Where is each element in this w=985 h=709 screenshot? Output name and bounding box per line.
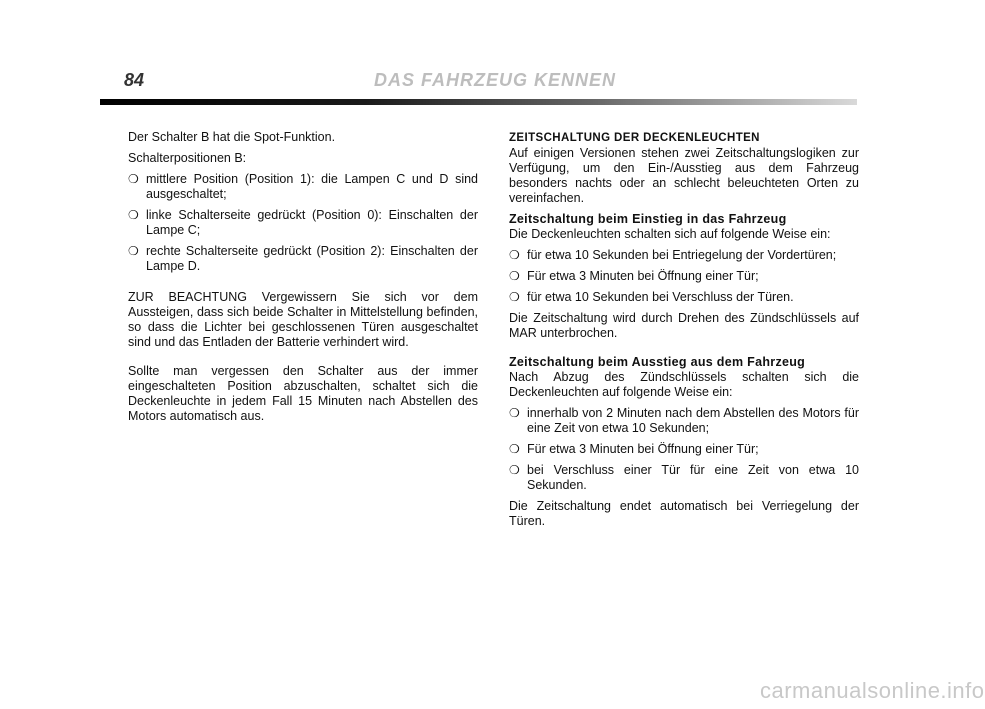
list-item [509,290,859,305]
list-item [509,442,859,457]
bullet-icon: ❍ [509,442,520,456]
left-column [128,130,478,424]
list-item-text: bei Verschluss einer Tür für eine Zeit von etwa 10 Sekunden. [527,463,859,492]
list-item-text: für etwa 10 Sekunden bei Verschluss der Türen. [527,290,794,304]
list-item-text: innerhalb von 2 Minuten nach dem Abstellen des Motors für eine Zeit von etwa 10 Sekunden; [527,406,859,435]
entry-after-text: Die Zeitschaltung wird durch Drehen des Zündschlüssels auf MAR unterbrochen. [509,311,859,340]
bullet-icon: ❍ [128,208,139,222]
page-title: DAS FAHRZEUG KENNEN [374,70,617,90]
section-heading: ZEITSCHALTUNG DER DECKENLEUCHTEN [509,132,760,144]
header-rule [100,99,857,105]
list-item-text: mittlere Position (Position 1): die Lampen C und D sind ausgeschaltet; [146,172,478,201]
list-item [509,406,859,436]
list-item-text: linke Schalterseite gedrückt (Position 0): Einschalten der Lampe C; [146,208,478,237]
exit-after-text: Die Zeitschaltung endet automatisch bei Verriegelung der Türen. [509,499,859,528]
subheading-entry: Zeitschaltung beim Einstieg in das Fahrzeug [509,212,787,226]
watermark: carmanualsonline.info [760,678,985,703]
list-item-text: rechte Schalterseite gedrückt (Position 2): Einschalten der Lampe D. [146,244,478,273]
bullet-icon: ❍ [128,172,139,186]
list-item [509,463,859,493]
bullet-icon: ❍ [509,269,520,283]
right-column [509,131,859,529]
bullet-icon: ❍ [128,244,139,258]
list-item-text: für etwa 10 Sekunden bei Entriegelung der Vordertüren; [527,248,837,262]
paragraph-switch-positions: Schalterpositionen B: [128,151,247,165]
note-paragraph: ZUR BEACHTUNG Vergewissern Sie sich vor dem Aussteigen, dass sich beide Schalter in Mittelstellung befinden, so dass die Lichter bei geschlossenen Türen ausgeschaltet sind und das Entladen der Batterie verhindert wird. [128,290,478,349]
list-item-text: Für etwa 3 Minuten bei Öffnung einer Tür; [527,442,759,456]
exit-text: Nach Abzug des Zündschlüssels schalten sich die Deckenleuchten auf folgende Weise ein: [509,370,859,399]
bullet-icon: ❍ [509,406,520,420]
bullet-icon: ❍ [509,463,520,477]
exit-list [509,406,859,493]
subheading-exit: Zeitschaltung beim Ausstieg aus dem Fahrzeug [509,355,806,369]
bullet-icon: ❍ [509,248,520,262]
list-item [509,269,859,284]
list-item [128,244,478,274]
entry-list [509,248,859,305]
paragraph-spot-function: Der Schalter B hat die Spot-Funktion. [128,130,336,144]
page-number: 84 [124,70,145,90]
bullet-icon: ❍ [509,290,520,304]
list-item-text: Für etwa 3 Minuten bei Öffnung einer Tür; [527,269,759,283]
list-item [128,208,478,238]
list-item [128,172,478,202]
switch-positions-list [128,172,478,274]
intro-paragraph: Auf einigen Versionen stehen zwei Zeitschaltungslogiken zur Verfügung, um den Ein-/Ausstieg aus dem Fahrzeug besonders nachts oder an schlecht beleuchteten Orten zu vereinfachen. [509,146,859,205]
entry-text: Die Deckenleuchten schalten sich auf folgende Weise ein: [509,227,831,241]
paragraph-auto-off: Sollte man vergessen den Schalter aus der immer eingeschalteten Position abzuschalten, schaltet sich die Deckenleuchte in jedem Fall 15 Minuten nach Abstellen des Motors automatisch aus. [128,364,478,423]
list-item [509,248,859,263]
